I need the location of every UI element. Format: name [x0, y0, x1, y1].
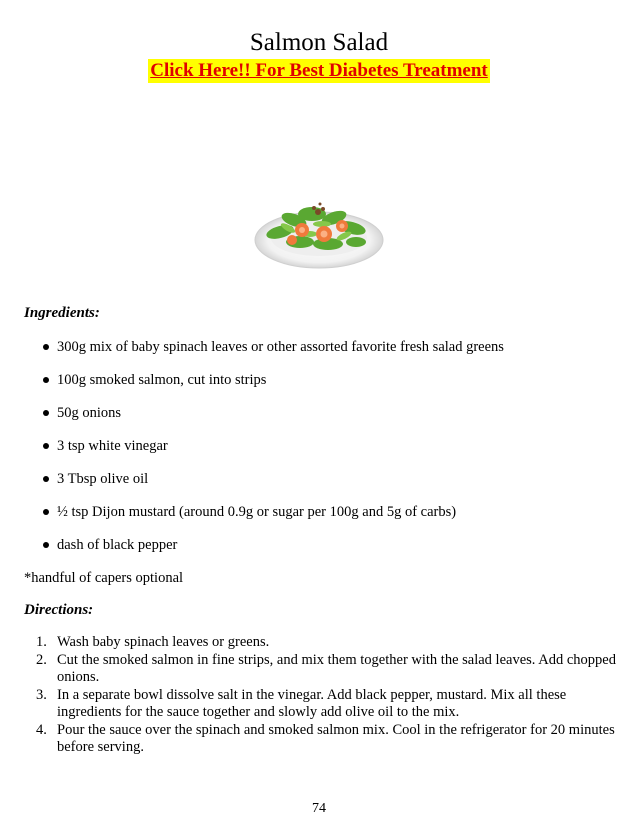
bullet-icon: [43, 542, 49, 548]
step-text: In a separate bowl dissolve salt in the vinegar. Add black pepper, mustard. Mix all these ingredients for the sauce together and slowly add olive oil to the mix.: [57, 687, 567, 720]
ingredient-text: 3 tsp white vinegar: [57, 438, 168, 454]
ingredient-item: [0, 469, 504, 502]
ingredient-item: [0, 337, 504, 370]
ingredient-text: ½ tsp Dijon mustard (around 0.9g or sugar per 100g and 5g of carbs): [57, 504, 457, 520]
page-number: 74: [312, 801, 326, 816]
step-text: Pour the sauce over the spinach and smoked salmon mix. Cool in the refrigerator for 20 minutes before serving.: [57, 722, 615, 755]
bullet-icon: [43, 344, 49, 350]
page-title: Salmon Salad: [249, 29, 389, 56]
bullet-icon: [43, 476, 49, 482]
ingredient-text: 300g mix of baby spinach leaves or other assorted favorite fresh salad greens: [57, 339, 504, 355]
promo-link[interactable]: Click Here!! For Best Diabetes Treatment: [150, 60, 488, 81]
step-number: 3.: [36, 687, 47, 703]
ingredient-text: 50g onions: [57, 405, 122, 421]
ingredient-item: [0, 535, 504, 568]
directions-heading: Directions:: [24, 602, 94, 618]
bullet-icon: [43, 509, 49, 515]
ingredient-text: dash of black pepper: [57, 537, 178, 553]
direction-step: [0, 687, 620, 721]
capers-note: *handful of capers optional: [24, 570, 184, 586]
step-text: Wash baby spinach leaves or greens.: [57, 634, 270, 650]
bullet-icon: [43, 377, 49, 383]
ingredients-list: [0, 337, 504, 568]
bullet-icon: [43, 443, 49, 449]
ingredient-item: [0, 370, 504, 403]
step-number: 1.: [36, 634, 47, 650]
ingredient-text: 3 Tbsp olive oil: [57, 471, 149, 487]
ingredient-item: [0, 502, 504, 535]
salmon-salad-photo: [252, 168, 386, 276]
ingredients-heading: Ingredients:: [24, 305, 100, 321]
step-number: 4.: [36, 722, 47, 738]
direction-step: [0, 722, 620, 756]
direction-step: [0, 634, 620, 651]
directions-list: [0, 634, 620, 757]
promo-container: [0, 59, 638, 83]
step-number: 2.: [36, 652, 47, 668]
direction-step: [0, 652, 620, 686]
ingredient-text: 100g smoked salmon, cut into strips: [57, 372, 267, 388]
bullet-icon: [43, 410, 49, 416]
ingredient-item: [0, 403, 504, 436]
step-text: Cut the smoked salmon in fine strips, and mix them together with the salad leaves. Add chopped onions.: [57, 652, 616, 685]
ingredient-item: [0, 436, 504, 469]
